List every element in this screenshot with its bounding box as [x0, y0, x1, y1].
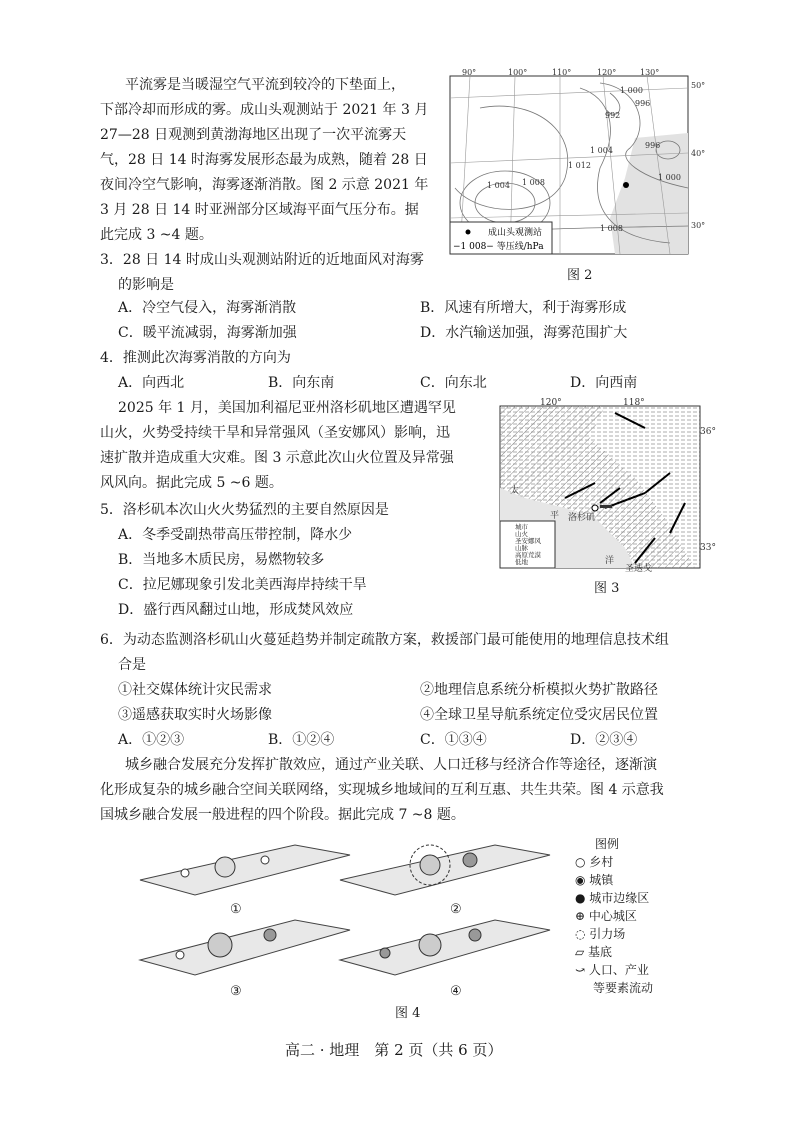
san-diego-label: 圣迭戈	[625, 564, 653, 574]
isobar-label: 992	[605, 111, 621, 120]
legend-fire: 山火	[515, 530, 528, 538]
q6-item-4: ④全球卫星导航系统定位受灾居民位置	[420, 707, 658, 723]
q3-option-c[interactable]: C．暖平流减弱，海雾渐加强	[118, 325, 297, 341]
q6-item-3: ③遥感获取实时火场影像	[118, 707, 272, 723]
q6-item-2: ②地理信息系统分析模拟火势扩散路径	[420, 682, 658, 698]
figure-3-wildfire-map	[495, 398, 716, 574]
passage2-line: 风风向。据此完成 5 ~6 题。	[100, 475, 283, 491]
legend-city: 城市	[515, 523, 528, 531]
legend-town: 城镇	[589, 873, 614, 887]
stage-4-label: ④	[450, 984, 462, 999]
q3-stem: 3．28 日 14 时成山头观测站附近的近地面风对海雾	[100, 252, 424, 268]
legend-row: ◉ 城镇	[575, 873, 614, 887]
legend-gravity-field: 引力场	[589, 927, 626, 941]
passage1-line: 平流雾是当暖湿空气平流到较冷的下垫面上，	[125, 77, 405, 93]
q3-stem: 的影响是	[118, 277, 174, 293]
page-footer: 高二 · 地理 第 2 页（共 6 页）	[285, 1041, 503, 1059]
legend-flow-2: 等要素流动	[593, 981, 654, 995]
q6-item-1: ①社交媒体统计灾民需求	[118, 682, 272, 698]
q6-option-d[interactable]: D．②③④	[570, 732, 638, 748]
figure-2-isobar-map	[440, 68, 720, 268]
isobar-label: 996	[645, 141, 661, 150]
q6-option-a[interactable]: A．①②③	[118, 732, 185, 748]
chengshantou-station-marker	[623, 182, 629, 188]
city-marker	[592, 505, 598, 511]
isobar-label: 1 008	[600, 224, 623, 233]
ocean-label: 洋	[605, 556, 615, 566]
legend-isobar: −1 008− 等压线/hPa	[453, 242, 544, 252]
legend-mountain: 山脉	[515, 544, 528, 552]
q4-option-b[interactable]: B．向东南	[268, 375, 335, 391]
q3-option-b[interactable]: B．风速有所增大，利于海雾形成	[420, 300, 627, 316]
q6-stem: 合是	[118, 657, 146, 673]
legend-desert: 高原荒漠	[515, 551, 541, 559]
ocean-label: 太	[510, 486, 520, 496]
q4-option-a[interactable]: A．向西北	[118, 375, 185, 391]
passage3-line: 化形成复杂的城乡融合空间关联网络，实现城乡地域间的互利互惠、共生共荣。图 4 示意我	[100, 782, 664, 798]
q4-option-d[interactable]: D．向西南	[570, 375, 638, 391]
q5-option-c[interactable]: C．拉尼娜现象引发北美西海岸持续干旱	[118, 577, 367, 593]
figure-2-caption: 图 2	[567, 268, 593, 283]
isobar-label: 1 000	[620, 86, 643, 95]
legend-row: ⊕ 中心城区	[575, 909, 637, 923]
passage2-line: 山火，火势受持续干旱和异常强风（圣安娜风）影响，迅	[100, 425, 450, 441]
q3-option-d[interactable]: D．水汽输送加强，海雾范围扩大	[420, 325, 628, 341]
lon-label: 130°	[640, 68, 660, 77]
legend-village: 乡村	[589, 855, 614, 869]
legend-flow: 人口、产业	[588, 963, 649, 977]
stage-2-label: ②	[450, 902, 462, 917]
q6-stem: 6．为动态监测洛杉矶山火蔓延趋势并制定疏散方案，救援部门最可能使用的地理信息技术组	[100, 632, 669, 648]
isobar-label: 1 004	[487, 181, 510, 190]
lat-label: 50°	[691, 81, 706, 90]
q3-option-a[interactable]: A．冷空气侵入，海雾渐消散	[118, 300, 297, 316]
passage1-line: 夜间冷空气影响，海雾逐渐消散。图 2 示意 2021 年	[100, 177, 429, 193]
isobar-label: 1 012	[568, 161, 591, 170]
passage1-line: 气，28 日 14 时海雾发展形态最为成熟，随着 28 日	[100, 152, 428, 168]
lon-label: 110°	[552, 68, 572, 77]
lat-label: 40°	[691, 149, 706, 158]
legend-row: ○ 乡村	[575, 855, 614, 869]
figure-4-stages-diagram	[135, 835, 565, 1000]
figure-3-caption: 图 3	[594, 581, 620, 596]
lat-label: 30°	[691, 221, 706, 230]
legend-central-city: 中心城区	[588, 909, 637, 923]
lon-label: 90°	[462, 68, 477, 77]
legend-row: ● 城市边缘区	[575, 891, 650, 905]
q6-option-c[interactable]: C．①③④	[420, 732, 487, 748]
passage2-line: 速扩散并造成重大灾难。图 3 示意此次山火位置及异常强	[100, 450, 454, 466]
isobar-label: 1 004	[590, 146, 613, 155]
passage1-line: 此完成 3 ~4 题。	[100, 227, 213, 243]
la-label: 洛杉矶	[568, 513, 596, 523]
lat-label: 33°	[700, 543, 716, 553]
q4-option-c[interactable]: C．向东北	[420, 375, 487, 391]
legend-urban-fringe: 城市边缘区	[589, 891, 650, 905]
passage1-line: 27—28 日观测到黄渤海地区出现了一次平流雾天	[100, 127, 407, 143]
q6-option-b[interactable]: B．①②④	[268, 732, 335, 748]
passage3-line: 城乡融合发展充分发挥扩散效应，通过产业关联、人口迁移与经济合作等途径，逐渐演	[125, 757, 657, 773]
legend-title: 图例	[595, 837, 620, 851]
passage3-line: 国城乡融合发展一般进程的四个阶段。据此完成 7 ~8 题。	[100, 807, 465, 823]
passage1-line: 3 月 28 日 14 时亚洲部分区域海平面气压分布。据	[100, 202, 419, 218]
lon-label: 118°	[623, 398, 645, 408]
isobar-label: 1 000	[658, 173, 681, 182]
isobar-label: 1 008	[522, 178, 545, 187]
isobar-label: 996	[635, 99, 651, 108]
legend-base: 基底	[588, 945, 613, 959]
legend-row: ▱ 基底	[575, 945, 613, 959]
q5-option-d[interactable]: D．盛行西风翻过山地，形成焚风效应	[118, 602, 354, 618]
ocean-label: 平	[550, 511, 560, 521]
q4-stem: 4．推测此次海雾消散的方向为	[100, 350, 291, 366]
q5-stem: 5．洛杉矶本次山火火势猛烈的主要自然原因是	[100, 502, 389, 518]
legend-lowland: 低地	[515, 558, 528, 566]
lat-label: 36°	[700, 427, 716, 437]
q5-option-a[interactable]: A．冬季受副热带高压带控制，降水少	[118, 527, 353, 543]
passage1-line: 下部冷却而形成的雾。成山头观测站于 2021 年 3 月	[100, 102, 429, 118]
figure-4-legend	[575, 835, 705, 997]
lon-label: 100°	[508, 68, 528, 77]
legend-wind: 圣安娜风	[515, 537, 541, 545]
stage-1-label: ①	[230, 902, 242, 917]
lon-label: 120°	[597, 68, 617, 77]
passage2-line: 2025 年 1 月，美国加利福尼亚州洛杉矶地区遭遇罕见	[118, 400, 456, 416]
lon-label: 120°	[540, 398, 562, 408]
legend-row: ◌ 引力场	[575, 927, 626, 941]
legend-row: ⤻ 人口、产业	[575, 963, 649, 977]
q5-option-b[interactable]: B．当地多木质民房，易燃物较多	[118, 552, 325, 568]
stage-3-label: ③	[230, 984, 242, 999]
wildfire-marker	[600, 505, 612, 508]
figure-4-caption: 图 4	[395, 1006, 421, 1021]
legend-station: 成山头观测站	[488, 228, 543, 238]
